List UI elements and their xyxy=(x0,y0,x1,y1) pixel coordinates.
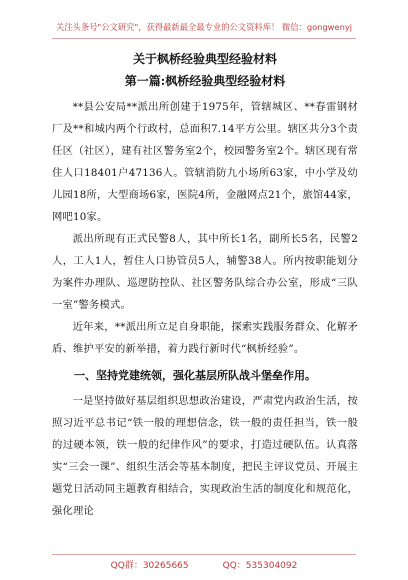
paragraph-recent-years: 近年来，**派出所立足自身职能，探索实践服务群众、化解矛盾、维护平安的新举措，着力践行新时代“枫桥经验”。 xyxy=(52,321,358,355)
header-banner xyxy=(52,16,356,39)
footer-banner xyxy=(52,554,356,577)
footer-qq-group: QQ群：30265665 xyxy=(110,561,189,571)
document-subtitle: 第一篇:枫桥经验典型经验材料 xyxy=(124,74,286,88)
section-heading: 一、坚持党建统领，强化基层所队战斗堡垒作用。 xyxy=(74,369,316,382)
paragraph-section-one: 一是坚持做好基层组织思想政治建设，严肃党内政治生活，按照习近平总书记“铁一般的理想信念，铁一般的责任担当，铁一般的过硬本领，铁一般的纪律作风”的要求，打造过硬队伍。认真落实“三会一课”、组织生活会等基本制度，把民主评议党员、开展主题党日活动同主题教育相结合，实现政治生活的制度化和规范化，强化理论 xyxy=(52,395,358,517)
paragraph-staffing: 派出所现有正式民警8人，其中所长1名，副所长5名，民警2人，工人1人，暂住人口协管员5人，辅警38人。所内按职能划分为案件办理队、巡逻防控队、社区警务队综合办公室，形成“三队一室”警务模式。 xyxy=(52,233,358,311)
paragraph-overview: **县公安局**派出所创建于1975年，管辖城区、**春雷钢材厂及**和城内两个行政村，总面积7.14平方公里。辖区共分3个责任区（社区），建有社区警务室2个，校园警务室2个。辖区现有常住人口18401户47136人。管辖消防九小场所63家，中小学及幼儿园18所，大型商场6家，医院4所，金融网点21个，旅馆44家，网吧10家。 xyxy=(52,101,358,223)
document-page xyxy=(52,50,358,522)
document-title: 关于枫桥经验典型经验材料 xyxy=(132,52,277,66)
header-banner-text: 关注头条号"公文研究"，获得最新最全最专业的公文资料库！ 微信：gongwenyj xyxy=(55,22,353,32)
footer-qq-number: QQ：535304092 xyxy=(222,561,298,571)
